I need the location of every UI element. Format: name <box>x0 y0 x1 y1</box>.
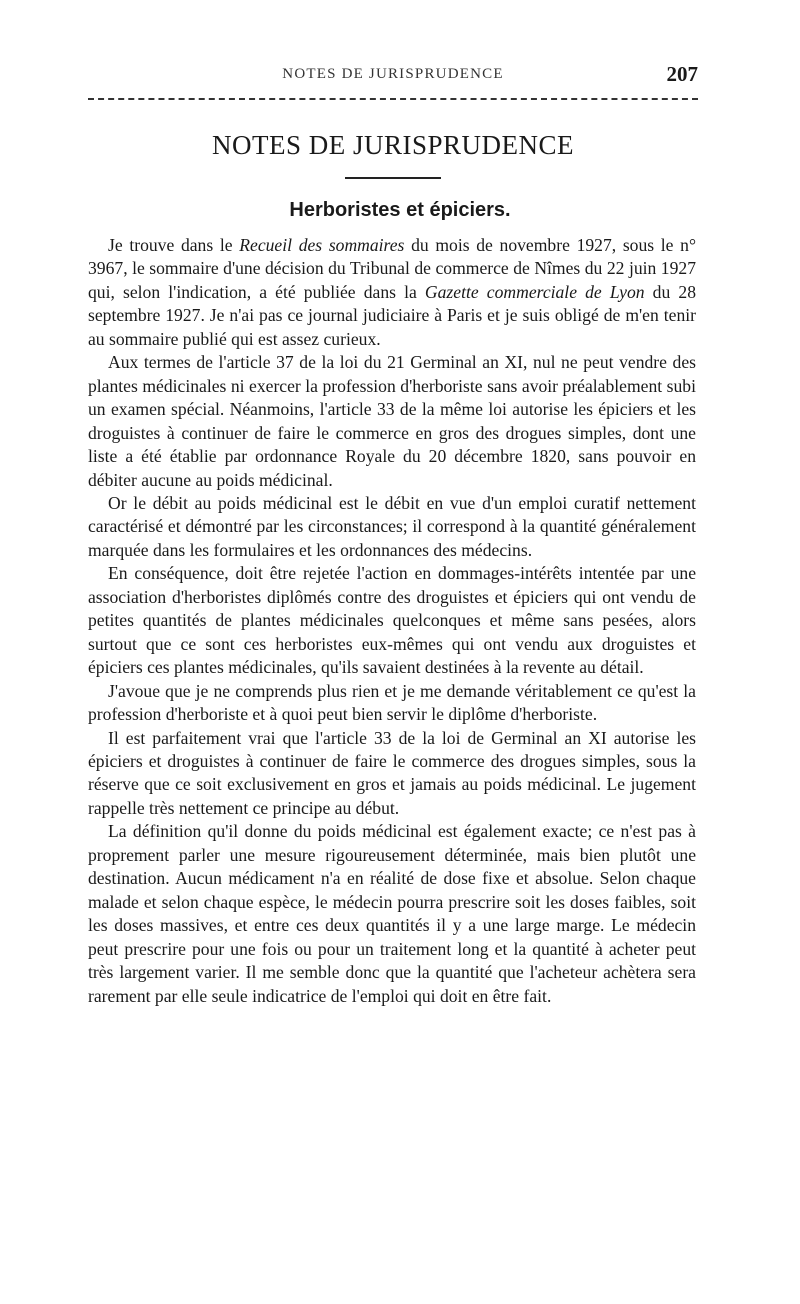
paragraph-7: La définition qu'il donne du poids médicinal est également exacte; ce n'est pas à proprement parler une mesure rigoureusement déterminée, mais bien plutôt une destination. Aucun médicament n'a en réalité de dose fixe et absolue. Selon chaque malade et selon chaque espèce, le médecin pourra prescrire soit les doses faibles, soit les doses massives, et entre ces deux quantités il y a une large marge. Le médecin peut prescrire pour une fois ou pour un traitement long et la quantité à acheter peut très largement varier. Il me semble donc que la quantité que l'acheteur achètera sera rarement par elle seule indicatrice de l'emploi qui doit en être fait. <box>88 821 696 1006</box>
paragraph-3: Or le débit au poids médicinal est le débit en vue d'un emploi curatif nettement caractérisé et démontré par les circonstances; il correspond à la quantité généralement marquée dans les formulaires et les ordonnances des médecins. <box>88 492 696 560</box>
running-header <box>88 62 698 88</box>
page-number: 207 <box>666 62 698 86</box>
paragraph-5: J'avoue que je ne comprends plus rien et je me demande véritablement ce qu'est la profession d'herboriste et à quoi peut bien servir le diplôme d'herboriste. <box>88 680 696 725</box>
paragraph-4: En conséquence, doit être rejetée l'action en dommages-intérêts intentée par une association d'herboristes diplômés contre des droguistes et épiciers qui ont vendu de petites quantités de plantes médicinales quelconques et même sans pesées, alors surtout que ce sont ces herboristes eux-mêmes qui ont vendu aux droguistes et épiciers ces plantes médicinales, qu'ils savaient destinées à la revente au détail. <box>88 563 696 678</box>
paragraph-1-text-a: Je trouve dans le <box>108 235 240 255</box>
paragraph-1 <box>88 234 696 351</box>
header-divider <box>88 98 698 100</box>
paragraph-6: Il est parfaitement vrai que l'article 33 de la loi de Germinal an XI autorise les épiciers et droguistes à continuer de faire le commerce des drogues simples, sous la réserve que ce soit exclusivement en gros et jamais au poids médicinal. Le jugement rappelle très nettement ce principe au début. <box>88 727 696 818</box>
recueil-title: Recueil des sommaires <box>239 235 405 255</box>
section-title: Herboristes et épiciers. <box>289 199 511 221</box>
title-divider <box>345 177 441 179</box>
paragraph-1-text-c: du mois de novembre 1927, sous le n° 3967, le sommaire d'une décision du Tribunal de commerce de Nîmes du 22 juin 1927 qui, selon l'indication, a été publiée dans la <box>88 235 697 302</box>
paragraph-2: Aux termes de l'article 37 de la loi du 21 Germinal an XI, nul ne peut vendre des plantes médicinales ni exercer la profession d'herboriste sans avoir préalablement subi un examen spécial. Néanmoins, l'article 33 de la même loi autorise les épiciers et les droguistes à continuer de faire le commerce en gros des drogues simples, dont une liste a été établie par ordonnance Royale du 20 décembre 1820, sans pouvoir en débiter aucune au poids médicinal. <box>88 352 696 490</box>
running-title: NOTES DE JURISPRUDENCE <box>282 66 504 82</box>
gazette-title: Gazette commerciale de Lyon <box>424 281 645 302</box>
paragraph-1-text-e: du 28 septembre 1927. Je n'ai pas ce journal judiciaire à Paris et je suis obligé de m'en tenir au sommaire publié qui est assez curieux. <box>88 281 696 349</box>
page-title: NOTES DE JURISPRUDENCE <box>211 130 575 160</box>
article-body <box>88 234 696 1008</box>
